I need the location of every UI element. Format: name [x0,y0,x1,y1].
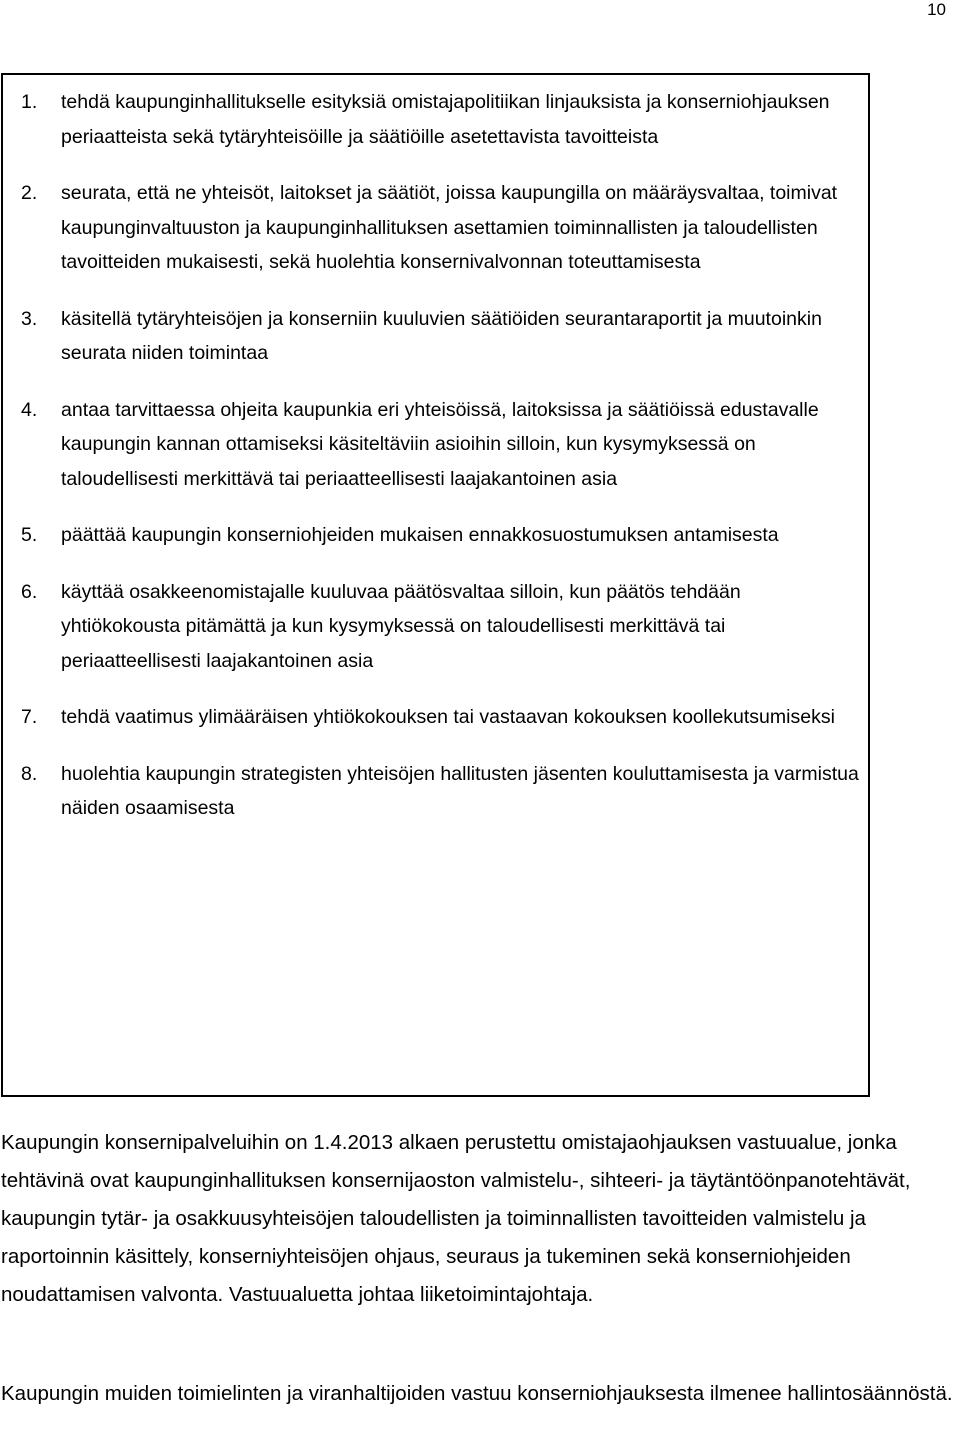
page-number: 10 [927,0,946,19]
list-item-text: käsitellä tytäryhteisöjen ja konserniin kuuluvien säätiöiden seurantaraportit ja muutoinkin seurata niiden toimintaa [61,307,822,364]
list-item-text: antaa tarvittaessa ohjeita kaupunkia eri yhteisöissä, laitoksissa ja säätiöissä edustavalle kaupungin kannan ottamiseksi käsiteltäviin asioihin silloin, kun kysymyksessä on taloudellisesti merkittävä tai periaatteellisesti laajakantoinen asia [61,398,819,490]
list-item-text: päättää kaupungin konserniohjeiden mukaisen ennakkosuostumuksen antamisesta [61,524,779,546]
list-item-number: 6. [21,580,38,603]
list-item [21,700,859,735]
list-item-text: seurata, että ne yhteisöt, laitokset ja säätiöt, joissa kaupungilla on määräysvaltaa, toimivat kaupunginvaltuuston ja kaupunginhallituksen asettamien toiminnallisten ja taloudellisten tavoitteiden mukaisesti, sekä huolehtia konsernivalvonnan toteuttamisesta [61,182,838,273]
list-item-number: 4. [21,398,38,421]
list-item-text: tehdä kaupunginhallitukselle esityksiä omistajapolitiikan linjauksista ja konserniohjauksen periaatteista sekä tytäryhteisöille ja säätiöille asetettavista tavoitteista [61,91,830,148]
list-item [21,302,859,371]
list-item [21,518,859,553]
list-item-number: 1. [21,91,38,113]
list-item [21,176,859,280]
list-item-number: 3. [21,307,38,330]
list-item [21,393,859,497]
list-item-text: tehdä vaatimus ylimääräisen yhtiökokouksen tai vastaavan kokouksen koollekutsumiseksi [61,706,835,728]
list-item-number: 5. [21,524,38,546]
list-item [21,757,859,826]
list-item-number: 8. [21,762,38,785]
list-item-number: 2. [21,182,38,204]
list-item-text: huolehtia kaupungin strategisten yhteisöjen hallitusten jäsenten kouluttamisesta ja varmistua näiden osaamisesta [61,762,859,819]
paragraph-responsibility-note: Kaupungin muiden toimielinten ja viranhaltijoiden vastuu konserniohjauksesta ilmenee hallintosäännöstä. [1,1382,953,1405]
paragraph-owner-steering-unit: Kaupungin konsernipalveluihin on 1.4.2013 alkaen perustettu omistajaohjauksen vastuualue, jonka tehtävinä ovat kaupunginhallituksen konsernijaoston valmistelu-, sihteeri- ja täytäntöönpanotehtävät, kaupungin tytär- ja osakkuusyhteisöjen taloudellisten ja toiminnallisten tavoitteiden valmistelu ja raportoinnin käsittely, konserniyhteisöjen ohjaus, seuraus ja tukeminen sekä konserniohjeiden noudattamisen valvonta. Vastuualuetta johtaa liiketoimintajohtaja. [1,1131,911,1306]
list-item [21,85,859,154]
tasks-list [21,85,859,848]
list-item [21,575,859,679]
list-item-text: käyttää osakkeenomistajalle kuuluvaa päätösvaltaa silloin, kun päätös tehdään yhtiökokousta pitämättä ja kun kysymyksessä on taloudellisesti merkittävä tai periaatteellisesti laajakantoinen asia [61,580,741,672]
list-item-number: 7. [21,706,38,728]
tasks-box [1,73,870,1097]
